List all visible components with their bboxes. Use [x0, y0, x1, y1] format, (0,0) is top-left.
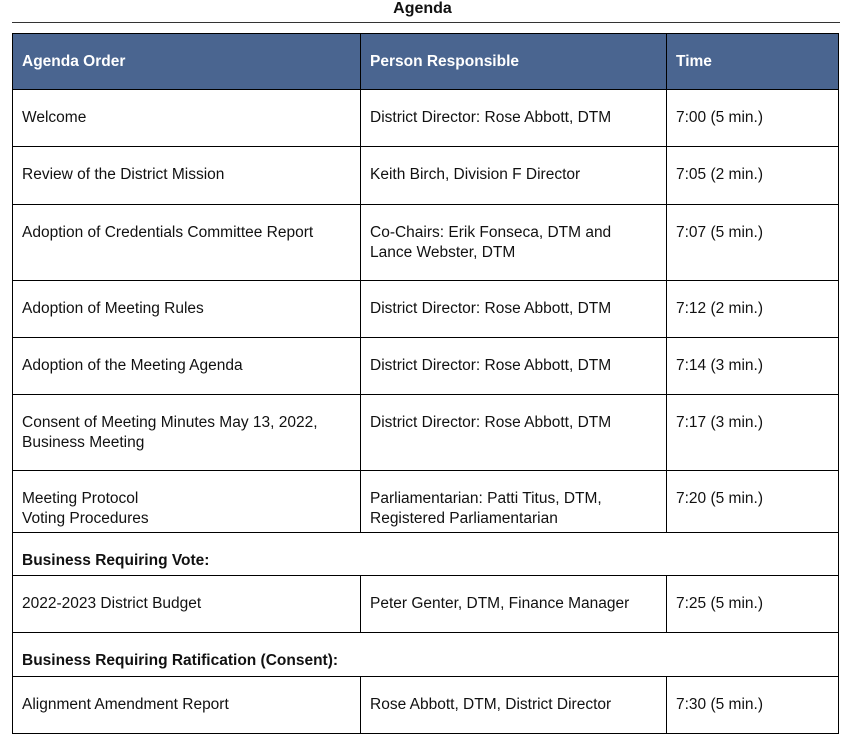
person-cell: District Director: Rose Abbott, DTM: [361, 395, 667, 471]
person-cell: District Director: Rose Abbott, DTM: [361, 338, 667, 395]
table-row: [13, 205, 839, 281]
person-cell: Peter Genter, DTM, Finance Manager: [361, 576, 667, 633]
agenda-order-cell: Welcome: [13, 90, 361, 147]
agenda-order-cell: Review of the District Mission: [13, 147, 361, 205]
time-cell: 7:05 (2 min.): [667, 147, 839, 205]
column-header-agenda-order: Agenda Order: [13, 34, 361, 90]
agenda-order-cell: Consent of Meeting Minutes May 13, 2022, Business Meeting: [13, 395, 361, 471]
table-row: [13, 147, 839, 205]
person-cell: District Director: Rose Abbott, DTM: [361, 281, 667, 338]
section-heading: Business Requiring Ratification (Consent):: [13, 633, 839, 677]
agenda-order-cell: Adoption of the Meeting Agenda: [13, 338, 361, 395]
time-cell: 7:07 (5 min.): [667, 205, 839, 281]
table-row: [13, 677, 839, 734]
table-row: [13, 395, 839, 471]
time-cell: 7:00 (5 min.): [667, 90, 839, 147]
section-row-ratification: [13, 633, 839, 677]
person-cell: Rose Abbott, DTM, District Director: [361, 677, 667, 734]
agenda-table: [12, 33, 839, 734]
agenda-order-cell: Adoption of Credentials Committee Report: [13, 205, 361, 281]
person-cell: District Director: Rose Abbott, DTM: [361, 90, 667, 147]
agenda-order-cell: Meeting Protocol Voting Procedures: [13, 471, 361, 533]
person-cell: Keith Birch, Division F Director: [361, 147, 667, 205]
agenda-order-cell: 2022-2023 District Budget: [13, 576, 361, 633]
table-header-row: [13, 34, 839, 90]
section-heading: Business Requiring Vote:: [13, 533, 839, 576]
page-title: Agenda: [393, 0, 452, 17]
time-cell: 7:17 (3 min.): [667, 395, 839, 471]
time-cell: 7:30 (5 min.): [667, 677, 839, 734]
table-row: [13, 576, 839, 633]
section-row-vote: [13, 533, 839, 576]
table-row: [13, 471, 839, 533]
time-cell: 7:14 (3 min.): [667, 338, 839, 395]
time-cell: 7:25 (5 min.): [667, 576, 839, 633]
agenda-order-cell: Adoption of Meeting Rules: [13, 281, 361, 338]
title-divider: [12, 22, 840, 23]
column-header-time: Time: [667, 34, 839, 90]
time-cell: 7:20 (5 min.): [667, 471, 839, 533]
table-row: [13, 90, 839, 147]
table-row: [13, 338, 839, 395]
time-cell: 7:12 (2 min.): [667, 281, 839, 338]
agenda-order-cell: Alignment Amendment Report: [13, 677, 361, 734]
column-header-person-responsible: Person Responsible: [361, 34, 667, 90]
table-row: [13, 281, 839, 338]
person-cell: Parliamentarian: Patti Titus, DTM, Registered Parliamentarian: [361, 471, 667, 533]
person-cell: Co-Chairs: Erik Fonseca, DTM and Lance Webster, DTM: [361, 205, 667, 281]
